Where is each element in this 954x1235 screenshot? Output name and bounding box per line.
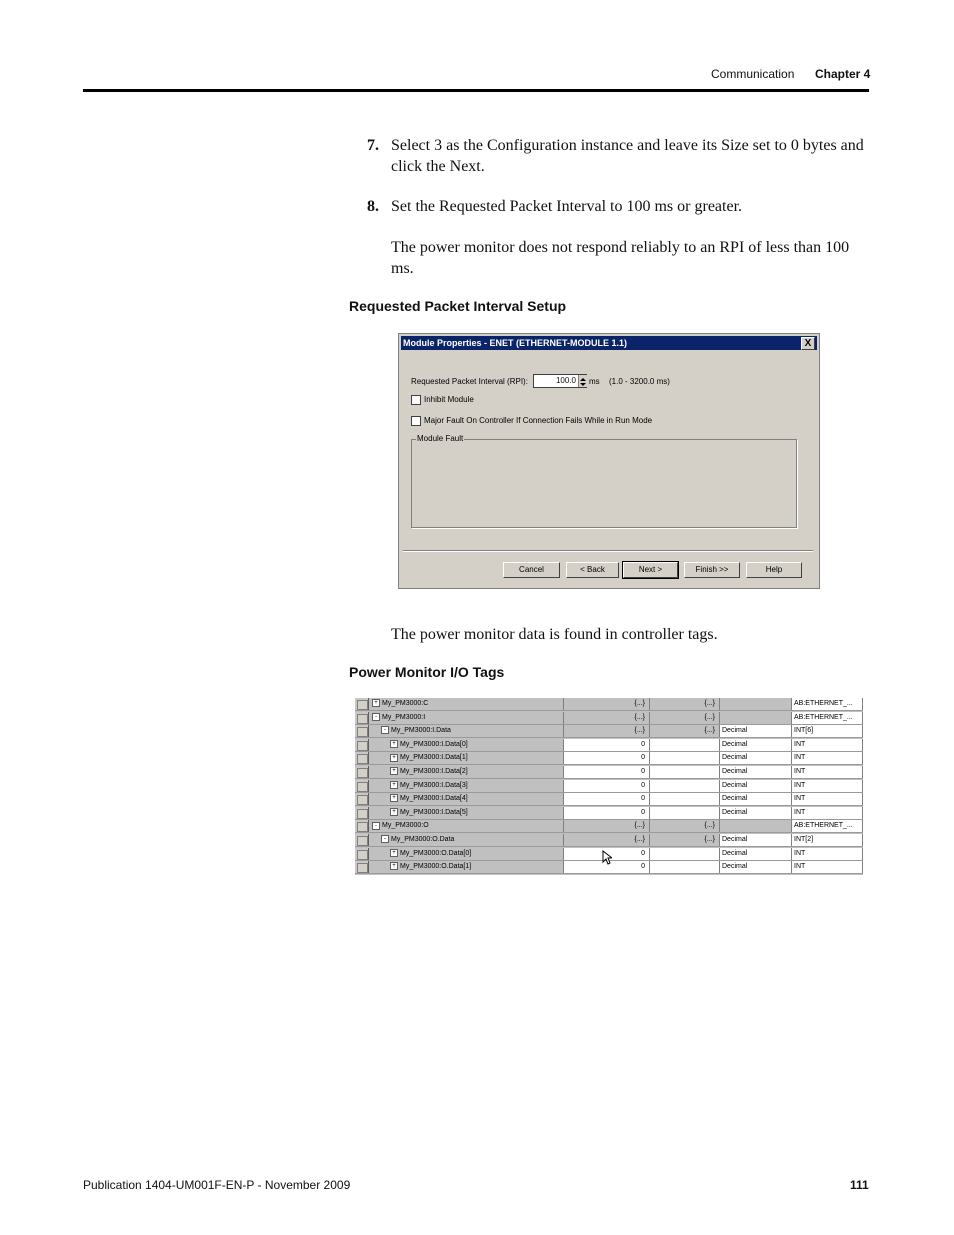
footer-publication: Publication 1404-UM001F-EN-P - November 2009: [83, 1178, 351, 1192]
table-row[interactable]: [355, 834, 863, 847]
row-selector[interactable]: [355, 807, 369, 819]
expand-icon[interactable]: +: [390, 740, 398, 748]
step-7-number: 7.: [367, 137, 379, 154]
tag-name-cell: [369, 861, 564, 873]
table-row[interactable]: [355, 752, 863, 765]
spinner-arrows-icon: [579, 376, 587, 388]
tag-value-cell[interactable]: {...}: [564, 698, 650, 710]
tag-force-cell: [650, 793, 720, 805]
tag-name: My_PM3000:I.Data[5]: [400, 808, 468, 816]
row-selector-box: [357, 754, 368, 764]
tag-type-cell: INT: [792, 766, 863, 778]
dialog-separator: [403, 550, 813, 551]
tag-value-cell[interactable]: {...}: [564, 712, 650, 724]
rpi-note: The power monitor does not respond reliably to an RPI of less than 100 ms.: [391, 239, 850, 277]
tag-type-cell: INT: [792, 861, 863, 873]
tag-name-cell: [369, 820, 564, 832]
dialog-title: Module Properties - ENET (ETHERNET-MODULE 1.1): [403, 338, 628, 348]
row-selector-box: [357, 809, 368, 819]
row-selector[interactable]: [355, 834, 369, 846]
expand-icon[interactable]: +: [390, 808, 398, 816]
help-button[interactable]: Help: [746, 562, 802, 578]
row-selector-box: [357, 863, 368, 873]
table-row[interactable]: [355, 807, 863, 820]
tag-type-cell: INT: [792, 793, 863, 805]
tag-value-cell[interactable]: 0: [564, 780, 650, 792]
tag-force-cell: [650, 780, 720, 792]
step-8-number: 8.: [367, 198, 379, 215]
row-selector[interactable]: [355, 725, 369, 737]
expand-icon[interactable]: +: [390, 767, 398, 775]
expand-icon[interactable]: +: [390, 862, 398, 870]
table-row[interactable]: [355, 712, 863, 725]
tags-note: The power monitor data is found in controller tags.: [391, 626, 718, 643]
expand-icon[interactable]: +: [390, 794, 398, 802]
tag-name-cell: [369, 807, 564, 819]
tag-value-cell[interactable]: {...}: [564, 725, 650, 737]
tag-name-cell: [369, 834, 564, 846]
row-selector[interactable]: [355, 780, 369, 792]
tag-type-cell: INT: [792, 752, 863, 764]
cancel-button[interactable]: Cancel: [503, 562, 560, 578]
row-selector-box: [357, 782, 368, 792]
tag-style-cell: Decimal: [720, 739, 792, 751]
tag-force-cell: {...}: [650, 820, 720, 832]
tag-type-cell: AB:ETHERNET_...: [792, 712, 863, 724]
rpi-label: Requested Packet Interval (RPI):: [411, 377, 528, 386]
tag-force-cell: [650, 807, 720, 819]
row-selector[interactable]: [355, 752, 369, 764]
tag-style-cell: Decimal: [720, 766, 792, 778]
row-selector[interactable]: [355, 766, 369, 778]
tag-value-cell[interactable]: 0: [564, 793, 650, 805]
row-selector-box: [357, 727, 368, 737]
tag-force-cell: {...}: [650, 712, 720, 724]
tag-type-cell: AB:ETHERNET_...: [792, 698, 863, 710]
step-8-text: Set the Requested Packet Interval to 100 ms or greater.: [391, 198, 743, 215]
tag-force-cell: [650, 766, 720, 778]
tag-name: My_PM3000:I.Data: [391, 727, 451, 735]
expand-icon[interactable]: +: [390, 754, 398, 762]
step-7-text: Select 3 as the Configuration instance and leave its Size set to 0 bytes and click the Next.: [391, 137, 864, 175]
row-selector[interactable]: [355, 739, 369, 751]
table-row[interactable]: [355, 780, 863, 793]
tag-value-cell[interactable]: {...}: [564, 820, 650, 832]
page-number: 111: [850, 1178, 869, 1192]
close-icon[interactable]: X: [801, 337, 815, 350]
rpi-spinner[interactable]: [578, 375, 587, 387]
header-rule: [83, 89, 869, 92]
major-fault-checkbox[interactable]: [411, 416, 421, 426]
rpi-unit: ms: [589, 377, 600, 386]
tag-value-cell[interactable]: 0: [564, 807, 650, 819]
tag-style-cell: Decimal: [720, 780, 792, 792]
tag-style-cell: [720, 820, 792, 832]
row-selector-box: [357, 850, 368, 860]
next-button[interactable]: Next >: [623, 562, 678, 578]
tag-style-cell: Decimal: [720, 848, 792, 860]
controller-tags-table: [355, 698, 863, 875]
tag-name-cell: [369, 712, 564, 724]
collapse-icon[interactable]: -: [381, 835, 389, 843]
row-selector[interactable]: [355, 848, 369, 860]
expand-icon[interactable]: +: [390, 849, 398, 857]
table-row[interactable]: [355, 725, 863, 738]
tag-name-cell: [369, 739, 564, 751]
tag-value-cell[interactable]: 0: [564, 752, 650, 764]
row-selector-box: [357, 795, 368, 805]
tag-force-cell: [650, 848, 720, 860]
header-section: Communication: [711, 67, 795, 81]
tag-name-cell: [369, 780, 564, 792]
row-selector[interactable]: [355, 793, 369, 805]
tag-style-cell: [720, 712, 792, 724]
tag-name: My_PM3000:I.Data[0]: [400, 740, 468, 748]
tag-force-cell: [650, 861, 720, 873]
finish-button[interactable]: Finish >>: [684, 562, 740, 578]
collapse-icon[interactable]: -: [381, 726, 389, 734]
tag-name: My_PM3000:I.Data[3]: [400, 781, 468, 789]
tag-type-cell: INT: [792, 848, 863, 860]
row-selector-box: [357, 768, 368, 778]
tag-type-cell: INT[2]: [792, 834, 863, 846]
expand-icon[interactable]: +: [372, 699, 380, 707]
tag-force-cell: [650, 752, 720, 764]
tag-name: My_PM3000:O.Data[1]: [400, 863, 472, 871]
tag-type-cell: INT: [792, 807, 863, 819]
module-fault-label: Module Fault: [417, 434, 464, 443]
inhibit-module-checkbox[interactable]: [411, 395, 421, 405]
collapse-icon[interactable]: -: [372, 713, 380, 721]
tag-force-cell: {...}: [650, 834, 720, 846]
tag-force-cell: {...}: [650, 725, 720, 737]
tag-style-cell: Decimal: [720, 834, 792, 846]
row-selector-box: [357, 714, 368, 724]
table-row[interactable]: [355, 739, 863, 752]
figure-caption-tags: Power Monitor I/O Tags: [349, 664, 505, 680]
row-selector-box: [357, 836, 368, 846]
tag-value-cell[interactable]: 0: [564, 861, 650, 873]
row-selector[interactable]: [355, 712, 369, 724]
collapse-icon[interactable]: -: [372, 822, 380, 830]
tag-name: My_PM3000:O.Data[0]: [400, 849, 472, 857]
tag-name: My_PM3000:I.Data[1]: [400, 754, 468, 762]
header-chapter: Chapter 4: [815, 67, 871, 81]
dialog-title-bar: [401, 336, 817, 350]
tag-name: My_PM3000:I.Data[4]: [400, 795, 468, 803]
tag-name: My_PM3000:C: [382, 700, 429, 707]
tag-name-cell: [369, 793, 564, 805]
tag-name: My_PM3000:O: [382, 822, 429, 830]
row-selector-box: [357, 822, 368, 832]
row-selector-box: [357, 700, 368, 710]
tag-value-cell[interactable]: 0: [564, 766, 650, 778]
rpi-range: (1.0 - 3200.0 ms): [609, 377, 670, 386]
tag-style-cell: Decimal: [720, 725, 792, 737]
major-fault-label: Major Fault On Controller If Connection Fails While in Run Mode: [424, 416, 653, 425]
tag-value-cell[interactable]: {...}: [564, 834, 650, 846]
tag-type-cell: INT[6]: [792, 725, 863, 737]
module-fault-group: [411, 439, 797, 528]
row-selector[interactable]: [355, 861, 369, 873]
tag-name-cell: [369, 725, 564, 737]
tag-style-cell: Decimal: [720, 861, 792, 873]
table-row[interactable]: [355, 698, 863, 711]
table-row[interactable]: [355, 793, 863, 806]
tag-name: My_PM3000:O.Data: [391, 836, 455, 843]
tag-name-cell: [369, 848, 564, 860]
tag-force-cell: [650, 739, 720, 751]
figure-caption-rpi: Requested Packet Interval Setup: [349, 298, 567, 314]
back-button[interactable]: < Back: [566, 562, 619, 578]
tag-name-cell: [369, 752, 564, 764]
tag-value-cell[interactable]: 0: [564, 739, 650, 751]
mouse-pointer-icon: [602, 850, 612, 865]
inhibit-module-label: Inhibit Module: [424, 395, 474, 404]
tag-style-cell: [720, 698, 792, 710]
row-selector[interactable]: [355, 698, 369, 710]
table-row[interactable]: [355, 766, 863, 779]
tag-style-cell: Decimal: [720, 793, 792, 805]
table-row[interactable]: [355, 820, 863, 833]
tag-name: My_PM3000:I.Data[2]: [400, 768, 468, 775]
module-properties-dialog: [398, 333, 820, 589]
tag-force-cell: {...}: [650, 698, 720, 710]
tag-type-cell: AB:ETHERNET_...: [792, 820, 863, 832]
tag-style-cell: Decimal: [720, 807, 792, 819]
tag-type-cell: INT: [792, 780, 863, 792]
row-selector-box: [357, 741, 368, 751]
row-selector[interactable]: [355, 820, 369, 832]
expand-icon[interactable]: +: [390, 781, 398, 789]
rpi-input[interactable]: 100.0: [533, 374, 587, 388]
tag-value-cell[interactable]: 0: [564, 848, 650, 860]
tag-name-cell: [369, 766, 564, 778]
tag-type-cell: INT: [792, 739, 863, 751]
tag-style-cell: Decimal: [720, 752, 792, 764]
tag-name: My_PM3000:I: [382, 713, 426, 721]
tag-name-cell: [369, 698, 564, 710]
